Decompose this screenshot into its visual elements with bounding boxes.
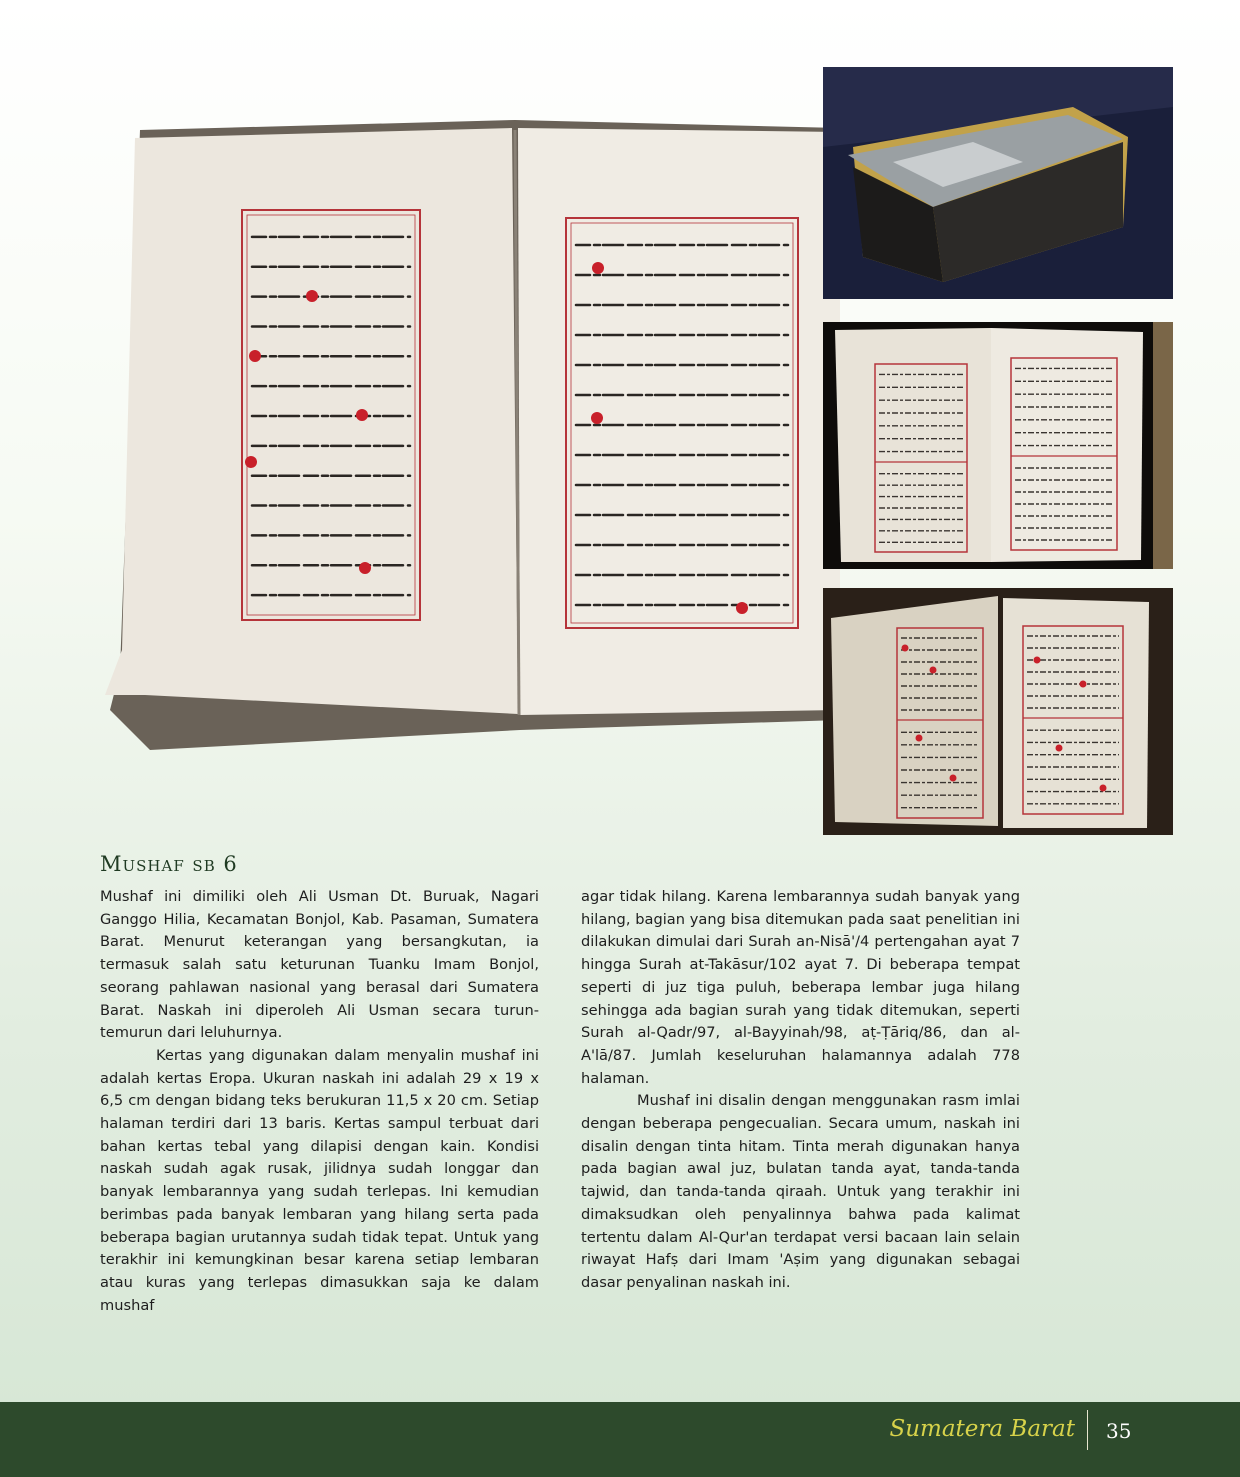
closed-book-photo [823,67,1173,299]
manuscript-photo-2 [823,322,1173,569]
paragraph: agar tidak hilang. Karena lembarannya sudah banyak yang hilang, bagian yang bisa ditemukan pada saat penelitian ini dilakukan dimulai dari Surah an-Nisā'/4 pertengahan ayat 7 hingga Surah at-Takāsur/102 ayat 7. Di beberapa tempat seperti di juz tiga puluh, beberapa lembar juga hilang sehingga ada bagian surah yang tidak ditemukan, seperti Surah al-Qadr/97, al-Bayyinah/98, aṭ-Ṭāriq/86, dan al-A'lā/87. Jumlah keseluruhan halamannya adalah 778 halaman. [581,888,1020,1087]
manuscript-photo-3 [823,588,1173,835]
verse-marker [930,667,937,674]
verse-marker [356,409,368,421]
verse-marker [950,775,957,782]
footer-region-title: Sumatera Barat [889,1416,1075,1442]
body-column-left [100,886,539,1317]
verse-marker [1080,681,1087,688]
left-page [105,128,518,714]
verse-marker [245,456,257,468]
page-number: 35 [1106,1419,1132,1443]
verse-marker [916,735,923,742]
verse-marker [902,645,909,652]
paragraph: Mushaf ini disalin dengan menggunakan rasm imlai dengan beberapa pengecualian. Secara umum, naskah ini disalin dengan tinta hitam. Tinta merah digunakan hanya pada bagian awal juz, bulatan tanda ayat, tanda-tanda tajwid, dan tanda-tanda qiraah. Untuk yang terakhir ini dimaksudkan oleh penyalinnya bahwa pada kalimat tertentu dalam Al-Qur'an terdapat versi bacaan lain selain riwayat Hafṣ dari Imam 'Aṣim yang digunakan sebagai dasar penyalinan naskah ini. [581,1092,1020,1291]
verse-marker [359,562,371,574]
verse-marker [1056,745,1063,752]
verse-marker [736,602,748,614]
body-column-right [581,886,1020,1295]
verse-marker [249,350,261,362]
verse-marker [592,262,604,274]
verse-marker [1100,785,1107,792]
verse-marker [1034,657,1041,664]
verse-marker [591,412,603,424]
paragraph: Kertas yang digunakan dalam menyalin mushaf ini adalah kertas Eropa. Ukuran naskah ini adalah 29 x 19 x 6,5 cm dengan bidang teks berukuran 11,5 x 20 cm. Setiap halaman terdiri dari 13 baris. Kertas sampul terbuat dari bahan kertas tebal yang dilapisi dengan kain. Kondisi naskah sudah agak rusak, jilidnya sudah longgar dan banyak lembarannya yang sudah terlepas. Ini kemudian berimbas pada banyak lembaran yang hilang serta pada beberapa bagian urutannya sudah tidak tepat. Untuk yang terakhir ini kemungkinan besar karena setiap lembaran atau kuras yang terlepas dimasukkan saja ke dalam mushaf [100,1046,539,1314]
footer-divider [1087,1410,1088,1450]
verse-marker [306,290,318,302]
section-title: Mushaf sb 6 [100,852,238,876]
paragraph: Mushaf ini dimiliki oleh Ali Usman Dt. Buruak, Nagari Ganggo Hilia, Kecamatan Bonjol, Kab. Pasaman, Sumatera Barat. Menurut keterangan yang bersangkutan, ia termasuk salah satu keturunan Tuanku Imam Bonjol, seorang pahlawan nasional yang berasal dari Sumatera Barat. Naskah ini diperoleh Ali Usman secara turun-temurun dari leluhurnya. [100,888,539,1042]
main-manuscript-photo [100,110,840,760]
page-footer [0,1402,1240,1477]
